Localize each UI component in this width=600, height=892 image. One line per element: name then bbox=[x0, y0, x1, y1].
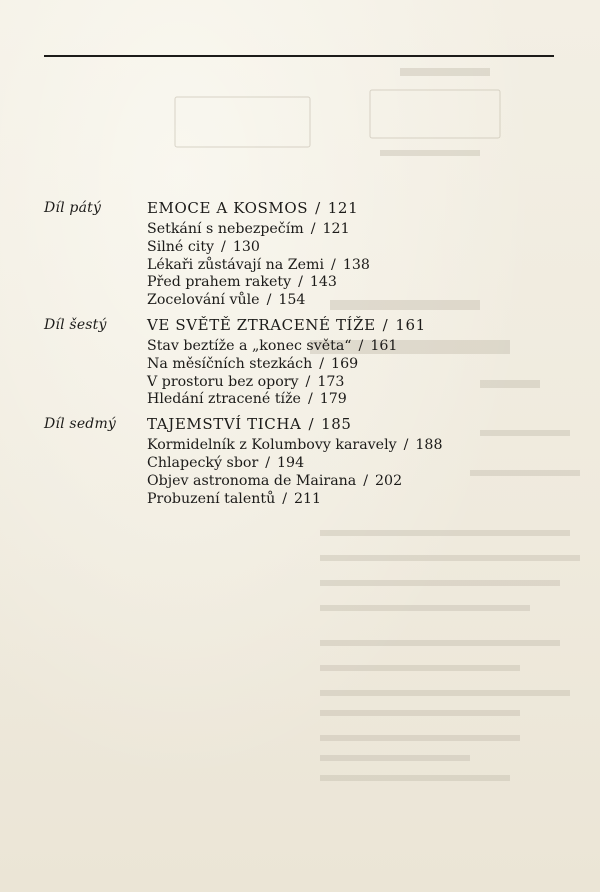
slash-separator: / bbox=[266, 292, 272, 309]
toc-entry-heading bbox=[147, 315, 564, 335]
toc-entry bbox=[147, 473, 564, 491]
entry-page: 154 bbox=[278, 292, 306, 309]
part-entries bbox=[147, 315, 564, 409]
entry-page: 185 bbox=[321, 415, 352, 434]
entry-page: 161 bbox=[370, 337, 398, 354]
part-5 bbox=[44, 198, 564, 310]
entry-title: Na měsíčních stezkách bbox=[147, 355, 313, 372]
entry-title: Zocelování vůle bbox=[147, 292, 260, 309]
slash-separator: / bbox=[307, 391, 313, 408]
toc-entry bbox=[147, 274, 564, 292]
part-label: Díl sedmý bbox=[44, 416, 117, 433]
entry-title: Setkání s nebezpečím bbox=[147, 221, 304, 237]
slash-separator: / bbox=[221, 238, 226, 255]
entry-page: 121 bbox=[322, 221, 350, 237]
slash-separator: / bbox=[315, 199, 321, 217]
part-label: Díl pátý bbox=[44, 200, 102, 216]
part-entries bbox=[147, 414, 564, 508]
entry-title: Lékaři zůstávají na Zemi bbox=[147, 256, 325, 273]
slash-separator: / bbox=[358, 337, 364, 354]
toc-entry bbox=[147, 455, 564, 473]
part-entries bbox=[147, 198, 564, 310]
toc-entry-heading bbox=[147, 198, 564, 218]
toc-entry bbox=[147, 292, 564, 310]
slash-separator: / bbox=[331, 256, 336, 273]
entry-page: 121 bbox=[327, 199, 359, 217]
top-rule bbox=[44, 55, 554, 57]
slash-separator: / bbox=[298, 274, 303, 291]
entry-title: EMOCE A KOSMOS bbox=[147, 199, 309, 217]
slash-separator: / bbox=[319, 355, 325, 372]
toc-entry bbox=[147, 391, 564, 409]
part-label: Díl šestý bbox=[44, 316, 107, 333]
entry-page: 161 bbox=[395, 315, 426, 334]
entry-page: 143 bbox=[309, 274, 337, 291]
entry-title: TAJEMSTVÍ TICHA bbox=[147, 415, 302, 434]
toc-entry bbox=[147, 356, 564, 374]
slash-separator: / bbox=[382, 315, 389, 334]
entry-page: 188 bbox=[415, 437, 443, 454]
toc-entry bbox=[147, 437, 564, 455]
toc-entry bbox=[147, 338, 564, 356]
entry-page: 138 bbox=[342, 256, 370, 273]
entry-page: 169 bbox=[331, 355, 359, 372]
slash-separator: / bbox=[310, 221, 316, 237]
entry-title: Chlapecký sbor bbox=[147, 454, 259, 471]
entry-title: Silné city bbox=[147, 238, 215, 255]
entry-page: 202 bbox=[375, 472, 403, 489]
entry-title: Stav beztíže a „konec světa“ bbox=[147, 337, 352, 354]
entry-page: 179 bbox=[319, 391, 347, 408]
table-of-contents bbox=[44, 198, 564, 513]
part-6 bbox=[44, 315, 564, 409]
slash-separator: / bbox=[363, 472, 369, 489]
entry-page: 130 bbox=[232, 238, 260, 255]
entry-title: Kormidelník z Kolumbovy karavely bbox=[147, 437, 397, 454]
slash-separator: / bbox=[403, 437, 409, 454]
toc-entry bbox=[147, 491, 564, 509]
entry-title: VE SVĚTĚ ZTRACENÉ TÍŽE bbox=[147, 315, 376, 334]
toc-entry-heading bbox=[147, 414, 564, 434]
part-7 bbox=[44, 414, 564, 508]
entry-title: Objev astronoma de Mairana bbox=[147, 472, 357, 489]
slash-separator: / bbox=[282, 490, 287, 507]
entry-title: Před prahem rakety bbox=[147, 274, 292, 291]
toc-entry bbox=[147, 239, 564, 257]
entry-title: Probuzení talentů bbox=[147, 490, 276, 507]
entry-title: Hledání ztracené tíže bbox=[147, 391, 301, 408]
toc-entry bbox=[147, 374, 564, 392]
entry-page: 211 bbox=[294, 490, 322, 507]
toc-entry bbox=[147, 257, 564, 275]
entry-page: 173 bbox=[317, 373, 345, 390]
slash-separator: / bbox=[265, 454, 271, 471]
entry-page: 194 bbox=[277, 454, 305, 471]
slash-separator: / bbox=[305, 373, 311, 390]
slash-separator: / bbox=[308, 415, 315, 434]
entry-title: V prostoru bez opory bbox=[147, 373, 299, 390]
toc-entry bbox=[147, 221, 564, 239]
